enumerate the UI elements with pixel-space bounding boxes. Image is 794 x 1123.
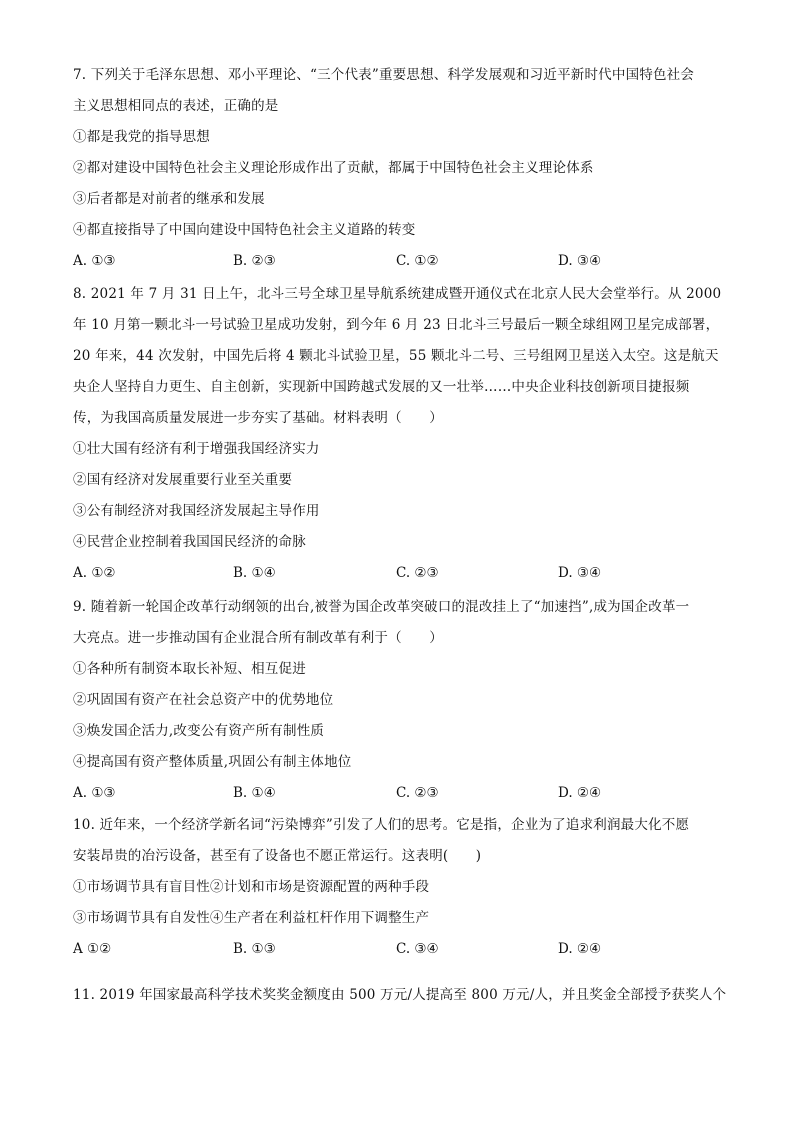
option-c: C. ①②: [396, 253, 439, 269]
question-stem: 10. 近年来，一个经济学新名词“污染博弈”引发了人们的思考。它是指，企业为了追求利润最大化不愿: [73, 817, 690, 833]
option-a: A ①②: [73, 941, 112, 957]
option-d: D. ③④: [558, 565, 602, 581]
statement: ④提高国有资产整体质量,巩固公有制主体地位: [73, 754, 352, 770]
option-d: D. ③④: [558, 253, 602, 269]
options-row: [73, 778, 733, 809]
question-7: [73, 60, 733, 277]
question-stem: 11. 2019 年国家最高科学技术奖奖金额度由 500 万元/人提高至 800 万元/人，并且奖金全部授予获奖人个: [73, 987, 727, 1003]
option-d: D. ②④: [558, 785, 602, 801]
statement: ①壮大国有经济有利于增强我国经济实力: [73, 441, 320, 457]
question-stem: 9. 随着新一轮国企改革行动纲领的出台,被誉为国企改革突破口的混改挂上了“加速挡”,成为国企改革一: [73, 599, 690, 615]
statement: ②都对建设中国特色社会主义理论形成作出了贡献，都属于中国特色社会主义理论体系: [73, 160, 594, 176]
statement: ④民营企业控制着我国国民经济的命脉: [73, 534, 306, 550]
statement: ③后者都是对前者的继承和发展: [73, 191, 265, 207]
question-10: [73, 810, 733, 965]
option-b: B. ②③: [233, 253, 276, 269]
question-11: [73, 980, 733, 1011]
question-stem: 8. 2021 年 7 月 31 日上午，北斗三号全球卫星导航系统建成暨开通仪式在北京人民大会堂举行。从 2000: [73, 286, 722, 302]
statement: ①市场调节具有盲目性②计划和市场是资源配置的两种手段: [73, 879, 430, 895]
question-stem: 7. 下列关于毛泽东思想、邓小平理论、“三个代表”重要思想、科学发展观和习近平新时代中国特色社会: [73, 67, 695, 83]
option-b: B. ①③: [233, 941, 276, 957]
option-a: A. ①③: [73, 785, 116, 801]
question-stem: 安装昂贵的冶污设备，甚至有了设备也不愿正常运行。这表明( ): [73, 848, 482, 864]
question-stem: 传，为我国高质量发展进一步夯实了基础。材料表明（ ）: [73, 410, 443, 426]
option-c: C. ②③: [396, 785, 439, 801]
statement: ③焕发国企活力,改变公有资产所有制性质: [73, 723, 325, 739]
option-a: A. ①②: [73, 565, 116, 581]
question-8: [73, 279, 733, 589]
question-stem: 央企人坚持自力更生、自主创新，实现新中国跨越式发展的又一壮举……中央企业科技创新项目捷报频: [73, 379, 690, 395]
question-stem: 20 年来，44 次发射，中国先后将 4 颗北斗试验卫星，55 颗北斗二号、三号组网卫星送入太空。这是航天: [73, 348, 719, 364]
statement: ①各种所有制资本取长补短、相互促进: [73, 661, 306, 677]
statement: ③公有制经济对我国经济发展起主导作用: [73, 503, 320, 519]
question-9: [73, 592, 733, 809]
statement: ②国有经济对发展重要行业至关重要: [73, 472, 293, 488]
option-b: B. ①④: [233, 565, 276, 581]
option-c: C. ②③: [396, 565, 439, 581]
statement: ④都直接指导了中国向建设中国特色社会主义道路的转变: [73, 222, 416, 238]
option-a: A. ①③: [73, 253, 116, 269]
question-stem: 主义思想相同点的表述，正确的是: [73, 98, 279, 114]
question-stem: 大亮点。进一步推动国有企业混合所有制改革有利于（ ）: [73, 630, 443, 646]
statement: ②巩固国有资产在社会总资产中的优势地位: [73, 692, 334, 708]
statement: ①都是我党的指导思想: [73, 129, 210, 145]
question-stem: 年 10 月第一颗北斗一号试验卫星成功发射，到今年 6 月 23 日北斗三号最后一颗全球组网卫星完成部署，: [73, 317, 720, 333]
option-c: C. ③④: [396, 941, 439, 957]
option-b: B. ①④: [233, 785, 276, 801]
statement: ③市场调节具有自发性④生产者在利益杠杆作用下调整生产: [73, 910, 430, 926]
option-d: D. ②④: [558, 941, 602, 957]
options-row: [73, 246, 733, 277]
options-row: [73, 558, 733, 589]
options-row: [73, 934, 733, 965]
